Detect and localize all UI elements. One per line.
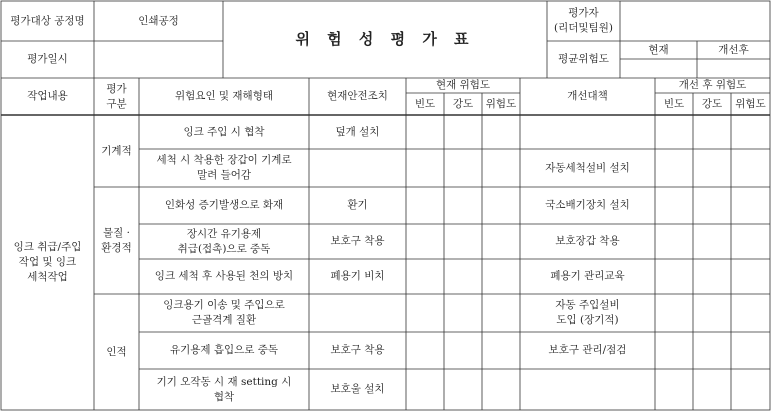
evaluator-label: 평가자 (리더및팀원) (554, 7, 613, 34)
hazard-cell: 잉크용기 이송 및 주입으로 근골격계 질환 (163, 299, 285, 326)
category-human: 인적 (106, 345, 127, 358)
measure-cell: 환기 (347, 199, 368, 211)
col-improvement: 개선대책 (567, 90, 608, 102)
measure-cell: 폐용기 비치 (330, 270, 385, 282)
col-current-risk: 현재 위험도 (435, 79, 491, 91)
hazard-cell: 장시간 유기용제 취급(접촉)으로 중독 (177, 227, 271, 255)
col-current-frequency: 빈도 (414, 97, 436, 110)
improvement-cell: 폐용기 관리교육 (550, 270, 625, 282)
current-risk-label: 현재 (648, 43, 669, 56)
col-current-measures: 현재안전조치 (327, 90, 388, 102)
improved-risk-label: 개선후 (718, 43, 749, 56)
measure-cell (309, 149, 406, 187)
evaluation-date-label: 평가일시 (27, 53, 68, 65)
measure-cell: 보호울 설치 (330, 383, 385, 395)
hazard-cell: 잉크 세척 후 사용된 천의 방치 (154, 270, 294, 282)
measure-cell: 보호구 착용 (330, 235, 385, 247)
col-improved-frequency: 빈도 (663, 97, 685, 110)
hazard-cell: 잉크 주입 시 협착 (183, 125, 265, 138)
col-improved-severity: 강도 (701, 97, 723, 110)
evaluation-date-value[interactable] (94, 41, 223, 78)
improvement-cell: 국소배기장치 설치 (545, 199, 630, 211)
improvement-cell: 자동세척설비 설치 (545, 161, 630, 174)
hazard-cell: 인화성 증기발생으로 화재 (164, 199, 284, 211)
col-category: 평가 구분 (106, 82, 127, 110)
process-name-label: 평가대상 공정명 (10, 14, 85, 27)
hazard-cell: 기기 오작동 시 재 setting 시 협착 (156, 375, 292, 403)
measure-cell: 덮개 설치 (335, 125, 380, 138)
col-improved-risk: 개선 후 위험도 (678, 79, 747, 91)
improvement-cell (520, 369, 655, 410)
col-current-risk-level: 위험도 (485, 97, 517, 110)
category-material-environmental: 물질 · 환경적 (101, 226, 132, 254)
evaluator-value[interactable] (620, 1, 770, 41)
improvement-cell: 자동 주입설비 도입 (장기적) (555, 299, 620, 326)
page-title: 위 험 성 평 가 표 (295, 30, 475, 48)
col-current-severity: 강도 (452, 97, 474, 110)
col-task: 작업내용 (27, 90, 68, 102)
improvement-cell: 보호구 관리/점검 (548, 344, 627, 356)
task-description: 잉크 취급/주입 작업 및 잉크 세척작업 (13, 241, 82, 283)
hazard-cell: 세척 시 착용한 장갑이 기계로 말려 들어감 (156, 154, 292, 181)
improvement-cell: 보호장갑 착용 (555, 235, 620, 247)
col-improved-risk-level: 위험도 (735, 97, 766, 110)
category-mechanical: 기계적 (101, 144, 132, 157)
measure-cell: 보호구 착용 (330, 344, 385, 356)
measure-cell (309, 294, 406, 332)
improvement-cell (520, 115, 655, 149)
hazard-cell: 유기용제 흡입으로 중독 (169, 344, 279, 356)
col-hazard: 위험요인 및 재해형태 (175, 90, 273, 102)
average-risk-label: 평균위험도 (558, 53, 609, 65)
process-name-value: 인쇄공정 (138, 14, 179, 27)
